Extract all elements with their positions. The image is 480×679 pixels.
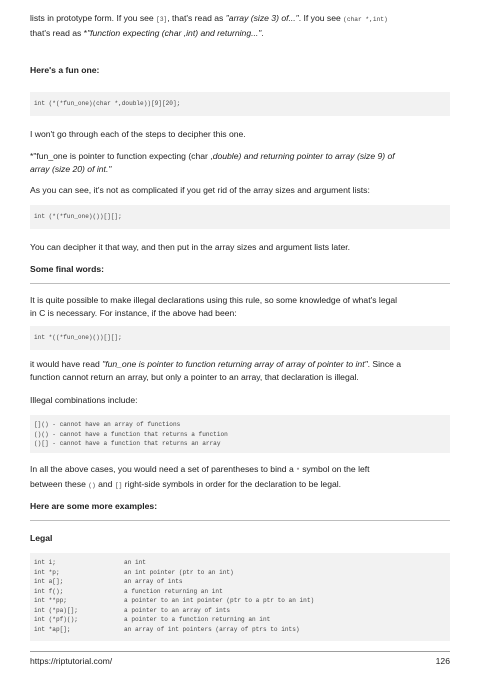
legal-row — [34, 568, 234, 578]
legal-decl: int (*pa)[]; — [34, 606, 78, 614]
legal-decl: int i; — [34, 559, 56, 566]
paragraph-as-you-see: As you can see, it's not as complicated if you get rid of the array sizes and argument lists: — [30, 185, 370, 195]
legal-desc: an array of ints — [124, 578, 183, 585]
intro-emphasis-2: "function expecting (char ,int) and returning..." — [87, 27, 262, 38]
illegal-line-2: in C is necessary. For instance, if the above had been: — [30, 307, 237, 318]
divider — [30, 283, 450, 284]
page-number: 126 — [435, 656, 450, 666]
quote-emphasis-b: double) and returning pointer to array (size 9) of — [212, 151, 395, 161]
code-line: ()() - cannot have a function that returns a function — [34, 430, 228, 438]
code-line: int (*(*fun_one)())[][]; — [34, 213, 122, 220]
legal-decl: int a[]; — [34, 578, 64, 585]
legal-row — [34, 577, 183, 587]
legal-row — [34, 596, 314, 606]
inline-code: [] — [114, 481, 123, 489]
code-block-fun-one — [30, 92, 450, 116]
read-text-b: . Since a — [367, 359, 402, 369]
legal-desc: a pointer to an int pointer (ptr to a ptr to an int) — [124, 597, 315, 604]
paragraph-wont-go: I won't go through each of the steps to decipher this one. — [30, 129, 246, 139]
intro-emphasis: "array (size 3) of..." — [225, 13, 299, 23]
paragraph-above-cases — [30, 463, 450, 492]
code-block-combos — [30, 415, 450, 453]
legal-desc: an int pointer (ptr to an int) — [124, 568, 234, 576]
above-text-c: between these — [30, 478, 89, 489]
legal-row — [34, 587, 223, 597]
code-block-illegal — [30, 326, 450, 350]
paragraph-illegal — [30, 294, 450, 319]
quote-emphasis-c: array (size 20) of int." — [30, 163, 112, 174]
footer-url-link[interactable]: https://riptutorial.com/ — [30, 656, 113, 666]
code-line: ()[] - cannot have a function that returns an array — [34, 440, 221, 447]
legal-row — [34, 606, 230, 616]
legal-desc: an array of int pointers (array of ptrs to ints) — [124, 625, 300, 633]
inline-code: * — [296, 467, 300, 474]
intro-text-c: . If you see — [298, 13, 344, 23]
intro-paragraph — [30, 12, 450, 39]
above-text-b: symbol on the left — [299, 464, 370, 474]
code-block-legal — [30, 553, 450, 641]
above-text-a: In all the above cases, you would need a set of parentheses to bind a — [30, 464, 297, 474]
legal-decl: int *p; — [34, 568, 60, 576]
read-emphasis: "fun_one is pointer to function returning array of array of pointer to int" — [102, 359, 368, 369]
above-text-d: and — [95, 478, 115, 489]
legal-row — [34, 615, 270, 625]
page-footer — [30, 656, 450, 666]
heading-final-words: Some final words: — [30, 264, 105, 274]
illegal-line-1: It is quite possible to make illegal declarations using this rule, so some knowledge of what's legal — [30, 295, 398, 305]
heading-more-examples: Here are some more examples: — [30, 501, 158, 511]
code-line: []() - cannot have an array of functions — [34, 421, 181, 428]
paragraph-decipher: You can decipher it that way, and then put in the array sizes and argument lists later. — [30, 242, 351, 252]
legal-row — [34, 625, 300, 635]
legal-decl: int **pp; — [34, 597, 67, 604]
legal-decl: int *ap[]; — [34, 625, 71, 633]
intro-text-b: , that's read as — [167, 13, 226, 23]
legal-desc: an int — [124, 559, 146, 566]
inline-code: () — [88, 481, 96, 489]
above-text-e: right-side symbols in order for the declaration to be legal. — [122, 478, 342, 489]
legal-desc: a pointer to an array of ints — [124, 606, 231, 614]
intro-text-d: that's read as * — [30, 27, 88, 38]
divider — [30, 520, 450, 521]
read-line-2: function cannot return an array, but only a pointer to an array, that declaration is illegal. — [30, 371, 359, 382]
inline-code: [3] — [156, 16, 168, 23]
heading-legal: Legal — [30, 533, 53, 543]
code-line: int *((*fun_one)())[][]; — [34, 334, 122, 341]
inline-code: (char *,int) — [343, 16, 388, 23]
legal-row — [34, 558, 146, 568]
legal-desc: a function returning an int — [124, 587, 223, 595]
paragraph-quote — [30, 150, 450, 175]
intro-text-f: . — [261, 27, 264, 38]
quote-text-a: *"fun_one is pointer to function expecting (char , — [30, 151, 213, 161]
legal-decl: int (*pf)(); — [34, 616, 78, 623]
legal-decl: int f(); — [34, 587, 64, 595]
footer-divider — [30, 651, 450, 652]
paragraph-would-read — [30, 358, 450, 383]
legal-desc: a pointer to a function returning an int — [124, 616, 271, 623]
paragraph-illegal-combos: Illegal combinations include: — [30, 395, 138, 405]
code-line: int (*(*fun_one)(char *,double))[9][20]; — [34, 100, 181, 107]
intro-text-a: lists in prototype form. If you see — [30, 13, 157, 23]
read-text-a: it would have read — [30, 359, 103, 369]
code-block-simple — [30, 205, 450, 229]
heading-fun-one: Here's a fun one: — [30, 65, 100, 75]
